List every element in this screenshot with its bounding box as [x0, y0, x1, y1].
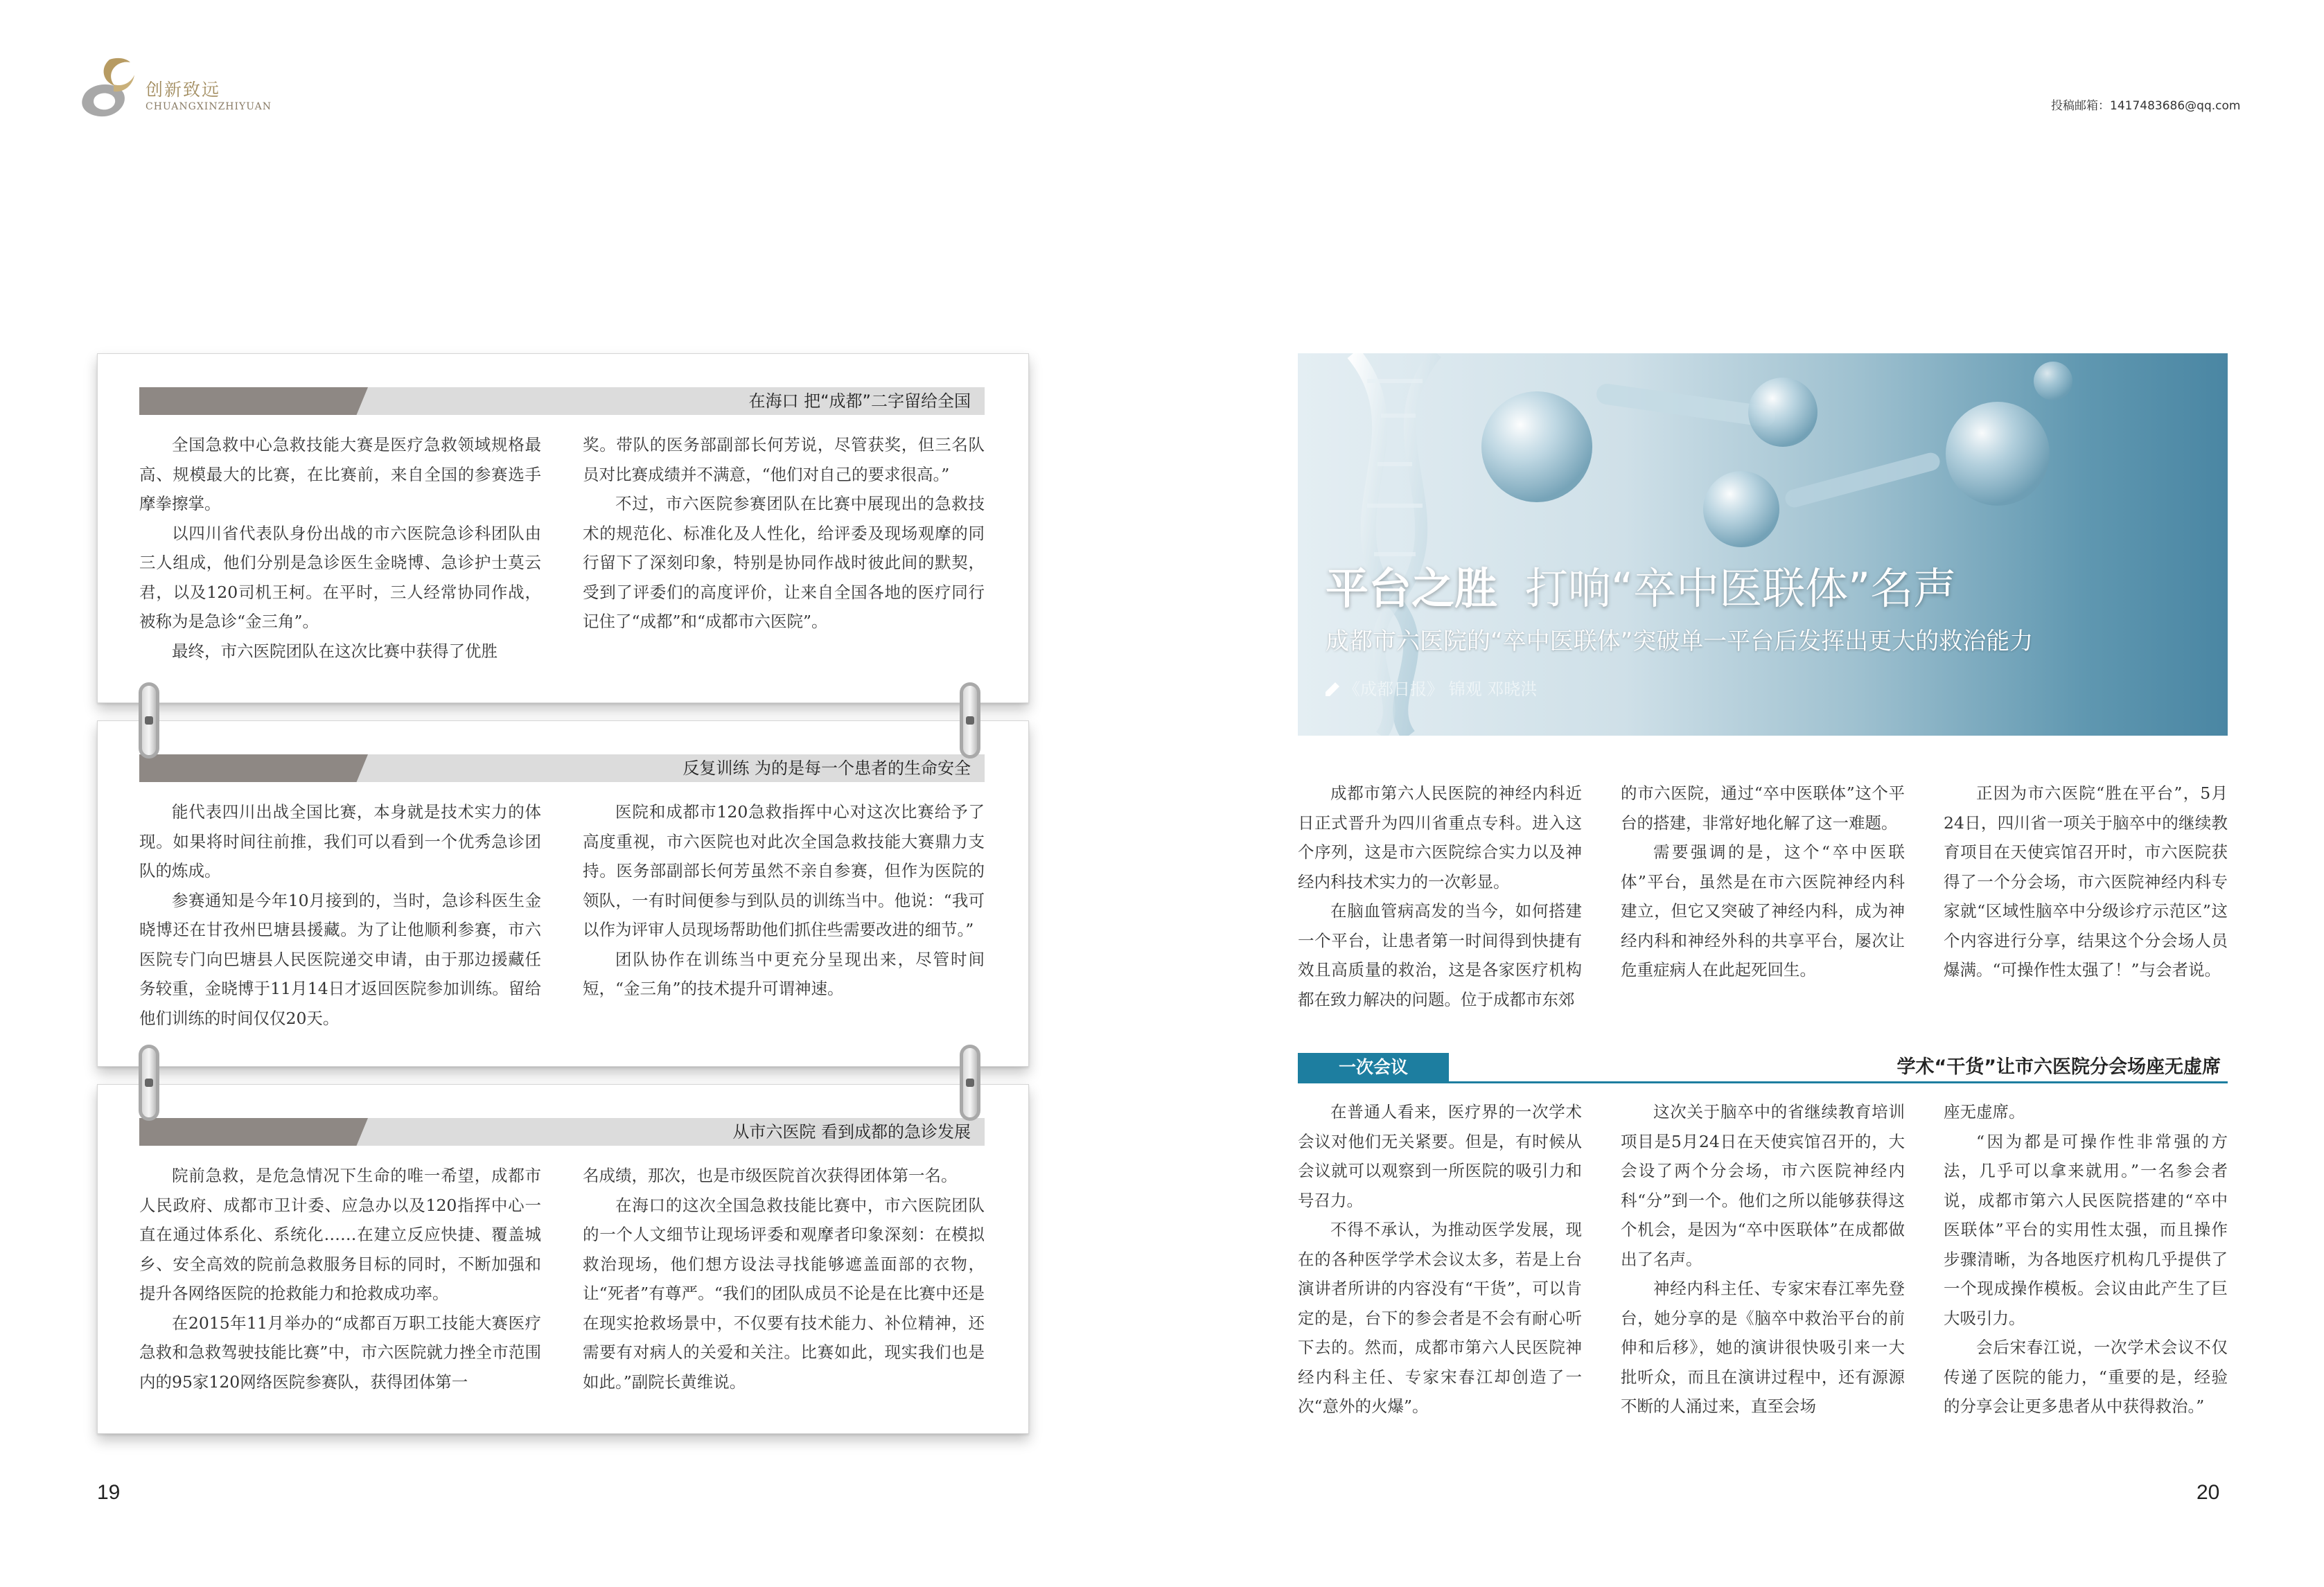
section-banner — [139, 754, 985, 782]
section-title: 从市六医院 看到成都的急诊发展 — [732, 1122, 971, 1142]
paragraph: 奖。带队的医务部副部长何芳说，尽管获奖，但三名队员对比赛成绩并不满意，“他们对自己的要求很高。” — [583, 435, 985, 484]
article-card-3 — [97, 1084, 1029, 1434]
text-column-left — [139, 797, 541, 1033]
binder-ring-icon — [960, 1045, 980, 1121]
text-column-1 — [1298, 1097, 1582, 1421]
paragraph: 参赛通知是今年10月接到的，当时，急诊科医生金晓博还在甘孜州巴塘县援藏。为了让他顺利参赛，市六医院专门向巴塘县人民医院递交申请，由于那边援藏任务较重，金晓博于11月14日才返回医院参加训练。留给他们训练的时间仅仅20天。 — [139, 890, 541, 1028]
paragraph: 以四川省代表队身份出战的市六医院急诊科团队由三人组成，他们分别是急诊医生金晓博、急诊护士莫云君，以及120司机王柯。在平时，三人经常协同作战，被称为是急诊“金三角”。 — [139, 523, 541, 631]
article-card-1 — [97, 353, 1029, 703]
paragraph: 这次关于脑卒中的省继续教育培训项目是5月24日在天使宾馆召开的，大会设了两个分会场，市六医院神经内科“分”到一个。他们之所以能够获得这个机会，是因为“卒中医联体”在成都做出了名声。 — [1621, 1102, 1905, 1269]
text-column-right — [583, 797, 985, 1033]
banner-accent — [139, 754, 368, 782]
paragraph: 正因为市六医院“胜在平台”，5月24日，四川省一项关于脑卒中的继续教育项目在天使宾馆召开时，市六医院获得了一个分会场，市六医院神经内科专家就“区域性脑卒中分级诊疗示范区”这个内容进行分享，结果这个分会场人员爆满。“可操作性太强了！”与会者说。 — [1944, 783, 2228, 979]
article-columns-bottom — [1298, 1097, 2228, 1421]
submission-email: 投稿邮箱：1417483686@qq.com — [2051, 99, 2241, 113]
paragraph: 团队协作在训练当中更充分呈现出来，尽管时间短，“金三角”的技术提升可谓神速。 — [583, 949, 985, 998]
page-number-left: 19 — [97, 1481, 121, 1504]
headline-bold: 平台之胜 — [1326, 563, 1498, 614]
article-columns — [139, 797, 985, 1033]
paragraph: 在脑血管病高发的当今，如何搭建一个平台，让患者第一时间得到快捷有效且高质量的救治，这是各家医疗机构都在致力解决的问题。位于成都市东郊 — [1298, 901, 1582, 1009]
hero-banner — [1298, 353, 2228, 736]
pen-icon — [1326, 682, 1339, 696]
paragraph: 的市六医院，通过“卒中医联体”这个平台的搭建，非常好地化解了这一难题。 — [1621, 783, 1905, 833]
paragraph: 神经内科主任、专家宋春江率先登台，她分享的是《脑卒中救治平台的前伸和后移》，她的演讲很快吸引来一大批听众，而且在演讲过程中，还有源源不断的人涌过来，直至会场 — [1621, 1279, 1905, 1416]
byline-text: 《成都日报》 锦观 邓晓洪 — [1344, 680, 1538, 699]
paragraph: 不得不承认，为推动医学发展，现在的各种医学学术会议太多，若是上台演讲者所讲的内容没有“干货”，可以肯定的是，台下的参会者是不会有耐心听下去的。然而，成都市第六人民医院神经内科主任、专家宋春江却创造了一次“意外的火爆”。 — [1298, 1220, 1582, 1416]
magazine-logo — [75, 54, 272, 130]
paragraph: 名成绩，那次，也是市级医院首次获得团体第一名。 — [583, 1166, 958, 1185]
paragraph: 院前急救，是危急情况下生命的唯一希望，成都市人民政府、成都市卫计委、应急办以及120指挥中心一直在通过体系化、系统化……在建立反应快捷、覆盖城乡、安全高效的院前急救服务目标的同时，不断加强和提升各网络医院的抢救能力和抢救成功率。 — [139, 1166, 541, 1303]
paragraph: 座无虚席。 — [1944, 1102, 2025, 1121]
text-column-2 — [1621, 779, 1905, 1014]
article-card-2 — [97, 720, 1029, 1067]
logo-swan-icon — [75, 54, 141, 123]
page-number-right: 20 — [2197, 1481, 2220, 1504]
section-banner — [139, 387, 985, 415]
subsection-header — [1298, 1053, 2228, 1083]
paragraph: 成都市第六人民医院的神经内科近日正式晋升为四川省重点专科。进入这个序列，这是市六医院综合实力以及神经内科技术实力的一次彰显。 — [1298, 783, 1582, 892]
text-column-2 — [1621, 1097, 1905, 1421]
text-column-1 — [1298, 779, 1582, 1014]
logo-pinyin-text: CHUANGXINZHIYUAN — [146, 101, 272, 112]
text-column-3 — [1944, 779, 2228, 1014]
article-columns — [139, 1161, 985, 1397]
text-column-right — [583, 430, 985, 666]
paragraph: 全国急救中心急救技能大赛是医疗急救领域规格最高、规模最大的比赛，在比赛前，来自全国的参赛选手摩拳擦掌。 — [139, 435, 541, 513]
text-column-right — [583, 1161, 985, 1397]
article-headline — [1326, 554, 1956, 616]
article-byline — [1326, 675, 1537, 700]
paragraph: 医院和成都市120急救指挥中心对这次比赛给予了高度重视，市六医院也对此次全国急救技能大赛鼎力支持。医务部副部长何芳虽然不亲自参赛，但作为医院的领队，一有时间便参与到队员的训练当中。他说：“我可以作为评审人员现场帮助他们抓住些需要改进的细节。” — [583, 802, 985, 939]
paragraph: 在海口的这次全国急救技能比赛中，市六医院团队的一个人文细节让现场评委和观摩者印象深刻：在模拟救治现场，他们想方设法寻找能够遮盖面部的衣物，让“死者”有尊严。“我们的团队成员不论是在比赛中还是在现实抢救场景中，不仅要有技术能力、补位精神，还需要有对病人的关爱和关注。比赛如此，现实我们也是如此。”副院长黄维说。 — [583, 1195, 985, 1392]
article-columns — [139, 430, 985, 666]
paragraph: 需要强调的是，这个“卒中医联体”平台，虽然是在市六医院神经内科建立，但它又突破了神经内科，成为神经内科和神经外科的共享平台，屡次让危重症病人在此起死回生。 — [1621, 842, 1905, 979]
article-subtitle: 成都市六医院的“卒中医联体”突破单一平台后发挥出更大的救治能力 — [1326, 628, 2034, 655]
paragraph: 在2015年11月举办的“成都百万职工技能大赛医疗急救和急救驾驶技能比赛”中，市六医院就力挫全市范围内的95家120网络医院参赛队，获得团体第一 — [139, 1313, 541, 1392]
binder-ring-icon — [139, 1045, 159, 1121]
paragraph: 在普通人看来，医疗界的一次学术会议对他们无关紧要。但是，有时候从会议就可以观察到一所医院的吸引力和号召力。 — [1298, 1102, 1582, 1210]
text-column-3 — [1944, 1097, 2228, 1421]
binder-ring-icon — [139, 682, 159, 759]
banner-accent — [139, 1118, 368, 1146]
section-banner — [139, 1118, 985, 1146]
banner-accent — [139, 387, 368, 415]
section-title: 反复训练 为的是每一个患者的生命安全 — [683, 759, 971, 778]
text-column-left — [139, 430, 541, 666]
logo-chinese-text: 创新致远 — [146, 80, 221, 100]
text-column-left — [139, 1161, 541, 1397]
paragraph: 能代表四川出战全国比赛，本身就是技术实力的体现。如果将时间往前推，我们可以看到一个优秀急诊团队的炼成。 — [139, 802, 541, 880]
paragraph: 最终，市六医院团队在这次比赛中获得了优胜 — [172, 641, 498, 661]
subsection-title: 学术“干货”让市六医院分会场座无虚席 — [1896, 1056, 2221, 1078]
paragraph: 会后宋春江说，一次学术会议不仅传递了医院的能力，“重要的是，经验的分享会让更多患者从中获得救治。” — [1944, 1338, 2228, 1416]
paragraph: 不过，市六医院参赛团队在比赛中展现出的急救技术的规范化、标准化及人性化，给评委及现场观摩的同行留下了深刻印象，特别是协同作战时彼此间的默契，受到了评委们的高度评价，让来自全国各地的医疗同行记住了“成都”和“成都市六医院”。 — [583, 494, 985, 631]
headline-rest: 打响“卒中医联体”名声 — [1525, 563, 1957, 614]
binder-ring-icon — [960, 682, 980, 759]
subsection-tag: 一次会议 — [1298, 1053, 1449, 1081]
article-columns-top — [1298, 779, 2228, 1014]
paragraph: “因为都是可操作性非常强的方法，几乎可以拿来就用。”一名参会者说，成都市第六人民医院搭建的“卒中医联体”平台的实用性太强，而且操作步骤清晰，为各地医疗机构几乎提供了一个现成操作模板。会议由此产生了巨大吸引力。 — [1944, 1131, 2228, 1328]
section-title: 在海口 把“成都”二字留给全国 — [748, 391, 971, 411]
